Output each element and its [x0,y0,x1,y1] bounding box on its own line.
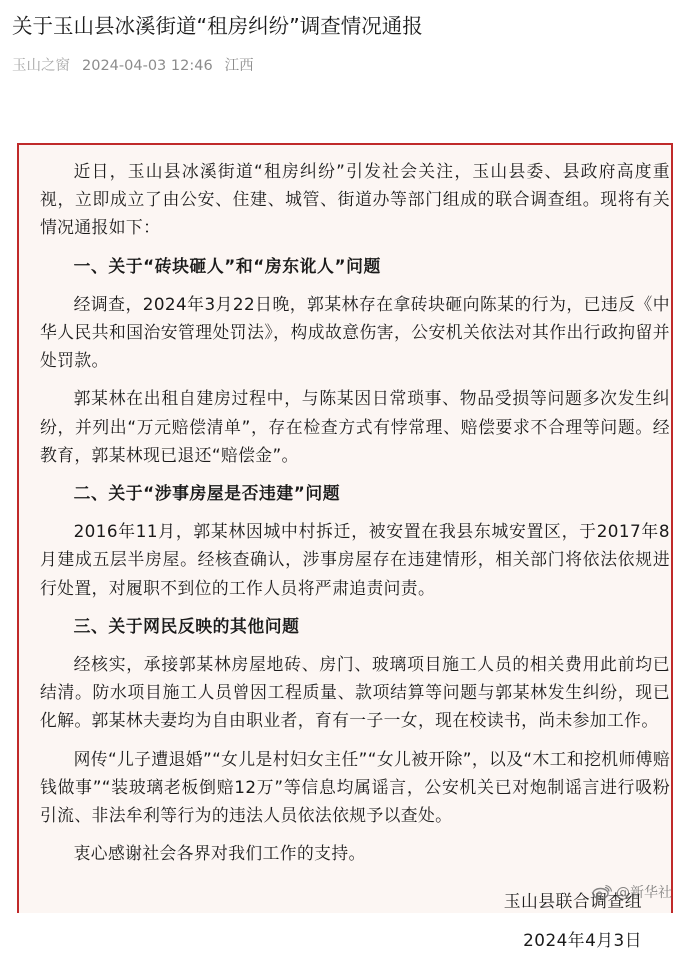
notice-paragraph: 经核实，承接郭某林房屋地砖、房门、玻璃项目施工人员的相关费用此前均已结清。防水项目施工人员曾因工程质量、款项结算等问题与郭某林发生纠纷，现已化解。郭某林夫妻均为自由职业者，育有一子一女，现在校读书，尚未参加工作。 [40,654,670,731]
watermark-text: @新华社 [616,885,672,901]
weibo-logo-icon [592,885,612,899]
notice-paragraph: 经调查，2024年3月22日晚，郭某林存在拿砖块砸向陈某的行为，已违反《中华人民共和国治安管理处罚法》，构成故意伤害，公安机关依法对其作出行政拘留并处罚款。 [40,293,670,371]
article-datetime: 2024-04-03 12:46 [82,58,213,74]
notice-body [40,157,670,954]
section-heading: 二、关于“涉事房屋是否违建”问题 [73,483,341,504]
notice-paragraph: 衷心感谢社会各界对我们工作的支持。 [73,843,366,864]
article-title: 关于玉山县冰溪街道“租房纠纷”调查情况通报 [12,14,423,38]
notice-paragraph: 郭某林在出租自建房过程中，与陈某因日常琐事、物品受损等问题多次发生纠纷，并列出“万元赔偿清单”，存在检查方式有悖常理、赔偿要求不合理等问题。经教育，郭某林现已退还“赔偿金”。 [40,388,670,465]
notice-date: 2024年4月3日 [523,929,642,950]
watermark [592,882,672,902]
article-meta [12,56,254,76]
section-heading: 三、关于网民反映的其他问题 [73,615,300,636]
notice-signature: 玉山县联合调查组 [503,891,642,912]
notice-paragraph: 近日，玉山县冰溪街道“租房纠纷”引发社会关注，玉山县委、县政府高度重视，立即成立了由公安、住建、城管、街道办等部门组成的联合调查组。现将有关情况通报如下： [40,161,670,238]
article-source[interactable]: 玉山之窗 [12,58,70,74]
section-heading: 一、关于“砖块砸人”和“房东讹人”问题 [73,255,381,276]
article-location: 江西 [224,58,254,74]
notice-paragraph: 2016年11月，郭某林因城中村拆迁，被安置在我县东城安置区，于2017年8月建成五层半房屋。经核查确认，涉事房屋存在违建情形，相关部门将依法依规进行处置，对履职不到位的工作人员将严肃追责问责。 [40,521,670,598]
notice-paragraph: 网传“儿子遭退婚”“女儿是村妇女主任”“女儿被开除”，以及“木工和挖机师傅赔钱做事”“装玻璃老板倒赔12万”等信息均属谣言，公安机关已对炮制谣言进行吸粉引流、非法牟利等行为的违法人员依法依规予以查处。 [40,748,670,826]
